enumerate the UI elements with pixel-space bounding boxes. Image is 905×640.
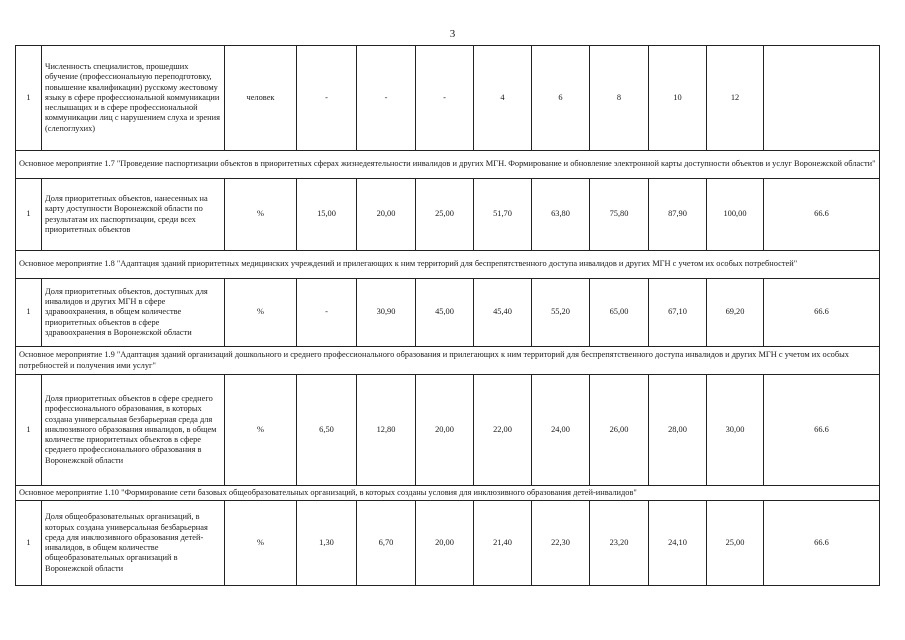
value-cell: 24,00	[532, 375, 590, 486]
table-row	[16, 179, 880, 251]
table-row	[16, 501, 880, 586]
value-cell: 6,70	[357, 501, 416, 586]
value-cell: -	[416, 46, 474, 151]
value-cell: 75,80	[590, 179, 649, 251]
value-cell: 30,90	[357, 279, 416, 347]
table-row	[16, 279, 880, 347]
value-cell: 45,00	[416, 279, 474, 347]
row-number: 1	[16, 279, 42, 347]
section-heading: Основное мероприятие 1.10 "Формирование сети базовых общеобразовательных организаций, в которых созданы условия для инклюзивного образования детей-инвалидов"	[16, 486, 880, 501]
row-number: 1	[16, 501, 42, 586]
value-cell: 87,90	[649, 179, 707, 251]
value-cell: 28,00	[649, 375, 707, 486]
reference-cell	[764, 46, 880, 151]
value-cell: 25,00	[416, 179, 474, 251]
section-heading: Основное мероприятие 1.7 "Проведение паспортизации объектов в приоритетных сферах жизнедеятельности инвалидов и других МГН. Формирование и обновление электронной карты доступности объектов и услуг Воронежской области"	[16, 151, 880, 179]
indicator-name: Доля приоритетных объектов в сфере среднего профессионального образования, в которых создана универсальная безбарьерная среда для инклюзивного образования инвалидов, в общем количестве приоритетных объектов в сфере среднего профессионального образования в Воронежской области	[42, 375, 225, 486]
row-number: 1	[16, 179, 42, 251]
value-cell: 69,20	[707, 279, 764, 347]
value-cell: 6	[532, 46, 590, 151]
table-row	[16, 375, 880, 486]
reference-cell: 66.6	[764, 375, 880, 486]
unit-cell: %	[225, 279, 297, 347]
value-cell: 51,70	[474, 179, 532, 251]
value-cell: 12	[707, 46, 764, 151]
unit-cell: человек	[225, 46, 297, 151]
indicator-name: Доля общеобразовательных организаций, в которых создана универсальная безбарьерная среда для инклюзивного образования детей-инвалидов, в общем количестве общеобразовательных организаций в Воронежской области	[42, 501, 225, 586]
indicators-table	[15, 45, 880, 586]
value-cell: 22,30	[532, 501, 590, 586]
value-cell: -	[297, 46, 357, 151]
unit-cell: %	[225, 179, 297, 251]
page-number: 3	[449, 28, 456, 40]
row-number: 1	[16, 46, 42, 151]
value-cell: 45,40	[474, 279, 532, 347]
value-cell: -	[297, 279, 357, 347]
value-cell: 63,80	[532, 179, 590, 251]
table-row	[16, 46, 880, 151]
row-number: 1	[16, 375, 42, 486]
section-row	[16, 486, 880, 501]
value-cell: 15,00	[297, 179, 357, 251]
unit-cell: %	[225, 501, 297, 586]
value-cell: 20,00	[416, 501, 474, 586]
indicator-name: Доля приоритетных объектов, доступных для инвалидов и других МГН в сфере здравоохранения, в общем количестве приоритетных объектов в сфере здравоохранения в Воронежской области	[42, 279, 225, 347]
unit-cell: %	[225, 375, 297, 486]
value-cell: 23,20	[590, 501, 649, 586]
section-row	[16, 347, 880, 375]
indicator-name: Численность специалистов, прошедших обучение (профессиональную переподготовку, повышение квалификации) русскому жестовому языку в сфере профессиональной коммуникации неслышащих и в сфере профессиональной коммуникации лиц с нарушением слуха и зрения (слепоглухих)	[42, 46, 225, 151]
value-cell: -	[357, 46, 416, 151]
reference-cell: 66.6	[764, 501, 880, 586]
value-cell: 1,30	[297, 501, 357, 586]
value-cell: 65,00	[590, 279, 649, 347]
reference-cell: 66.6	[764, 179, 880, 251]
section-row	[16, 151, 880, 179]
section-heading: Основное мероприятие 1.8 "Адаптация зданий приоритетных медицинских учреждений и прилегающих к ним территорий для беспрепятственного доступа инвалидов и других МГН с учетом их особых потребностей"	[16, 251, 880, 279]
value-cell: 12,80	[357, 375, 416, 486]
value-cell: 55,20	[532, 279, 590, 347]
value-cell: 4	[474, 46, 532, 151]
value-cell: 67,10	[649, 279, 707, 347]
value-cell: 21,40	[474, 501, 532, 586]
section-heading: Основное мероприятие 1.9 "Адаптация зданий организаций дошкольного и среднего профессионального образования и прилегающих к ним территорий для беспрепятственного доступа инвалидов и других МГН с учетом их особых потребностей и получения ими услуг"	[16, 347, 880, 375]
indicator-name: Доля приоритетных объектов, нанесенных на карту доступности Воронежской области по результатам их паспортизации, среди всех приоритетных объектов	[42, 179, 225, 251]
section-row	[16, 251, 880, 279]
value-cell: 22,00	[474, 375, 532, 486]
value-cell: 26,00	[590, 375, 649, 486]
value-cell: 20,00	[416, 375, 474, 486]
value-cell: 24,10	[649, 501, 707, 586]
value-cell: 30,00	[707, 375, 764, 486]
reference-cell: 66.6	[764, 279, 880, 347]
value-cell: 100,00	[707, 179, 764, 251]
value-cell: 25,00	[707, 501, 764, 586]
value-cell: 8	[590, 46, 649, 151]
value-cell: 20,00	[357, 179, 416, 251]
value-cell: 10	[649, 46, 707, 151]
value-cell: 6,50	[297, 375, 357, 486]
